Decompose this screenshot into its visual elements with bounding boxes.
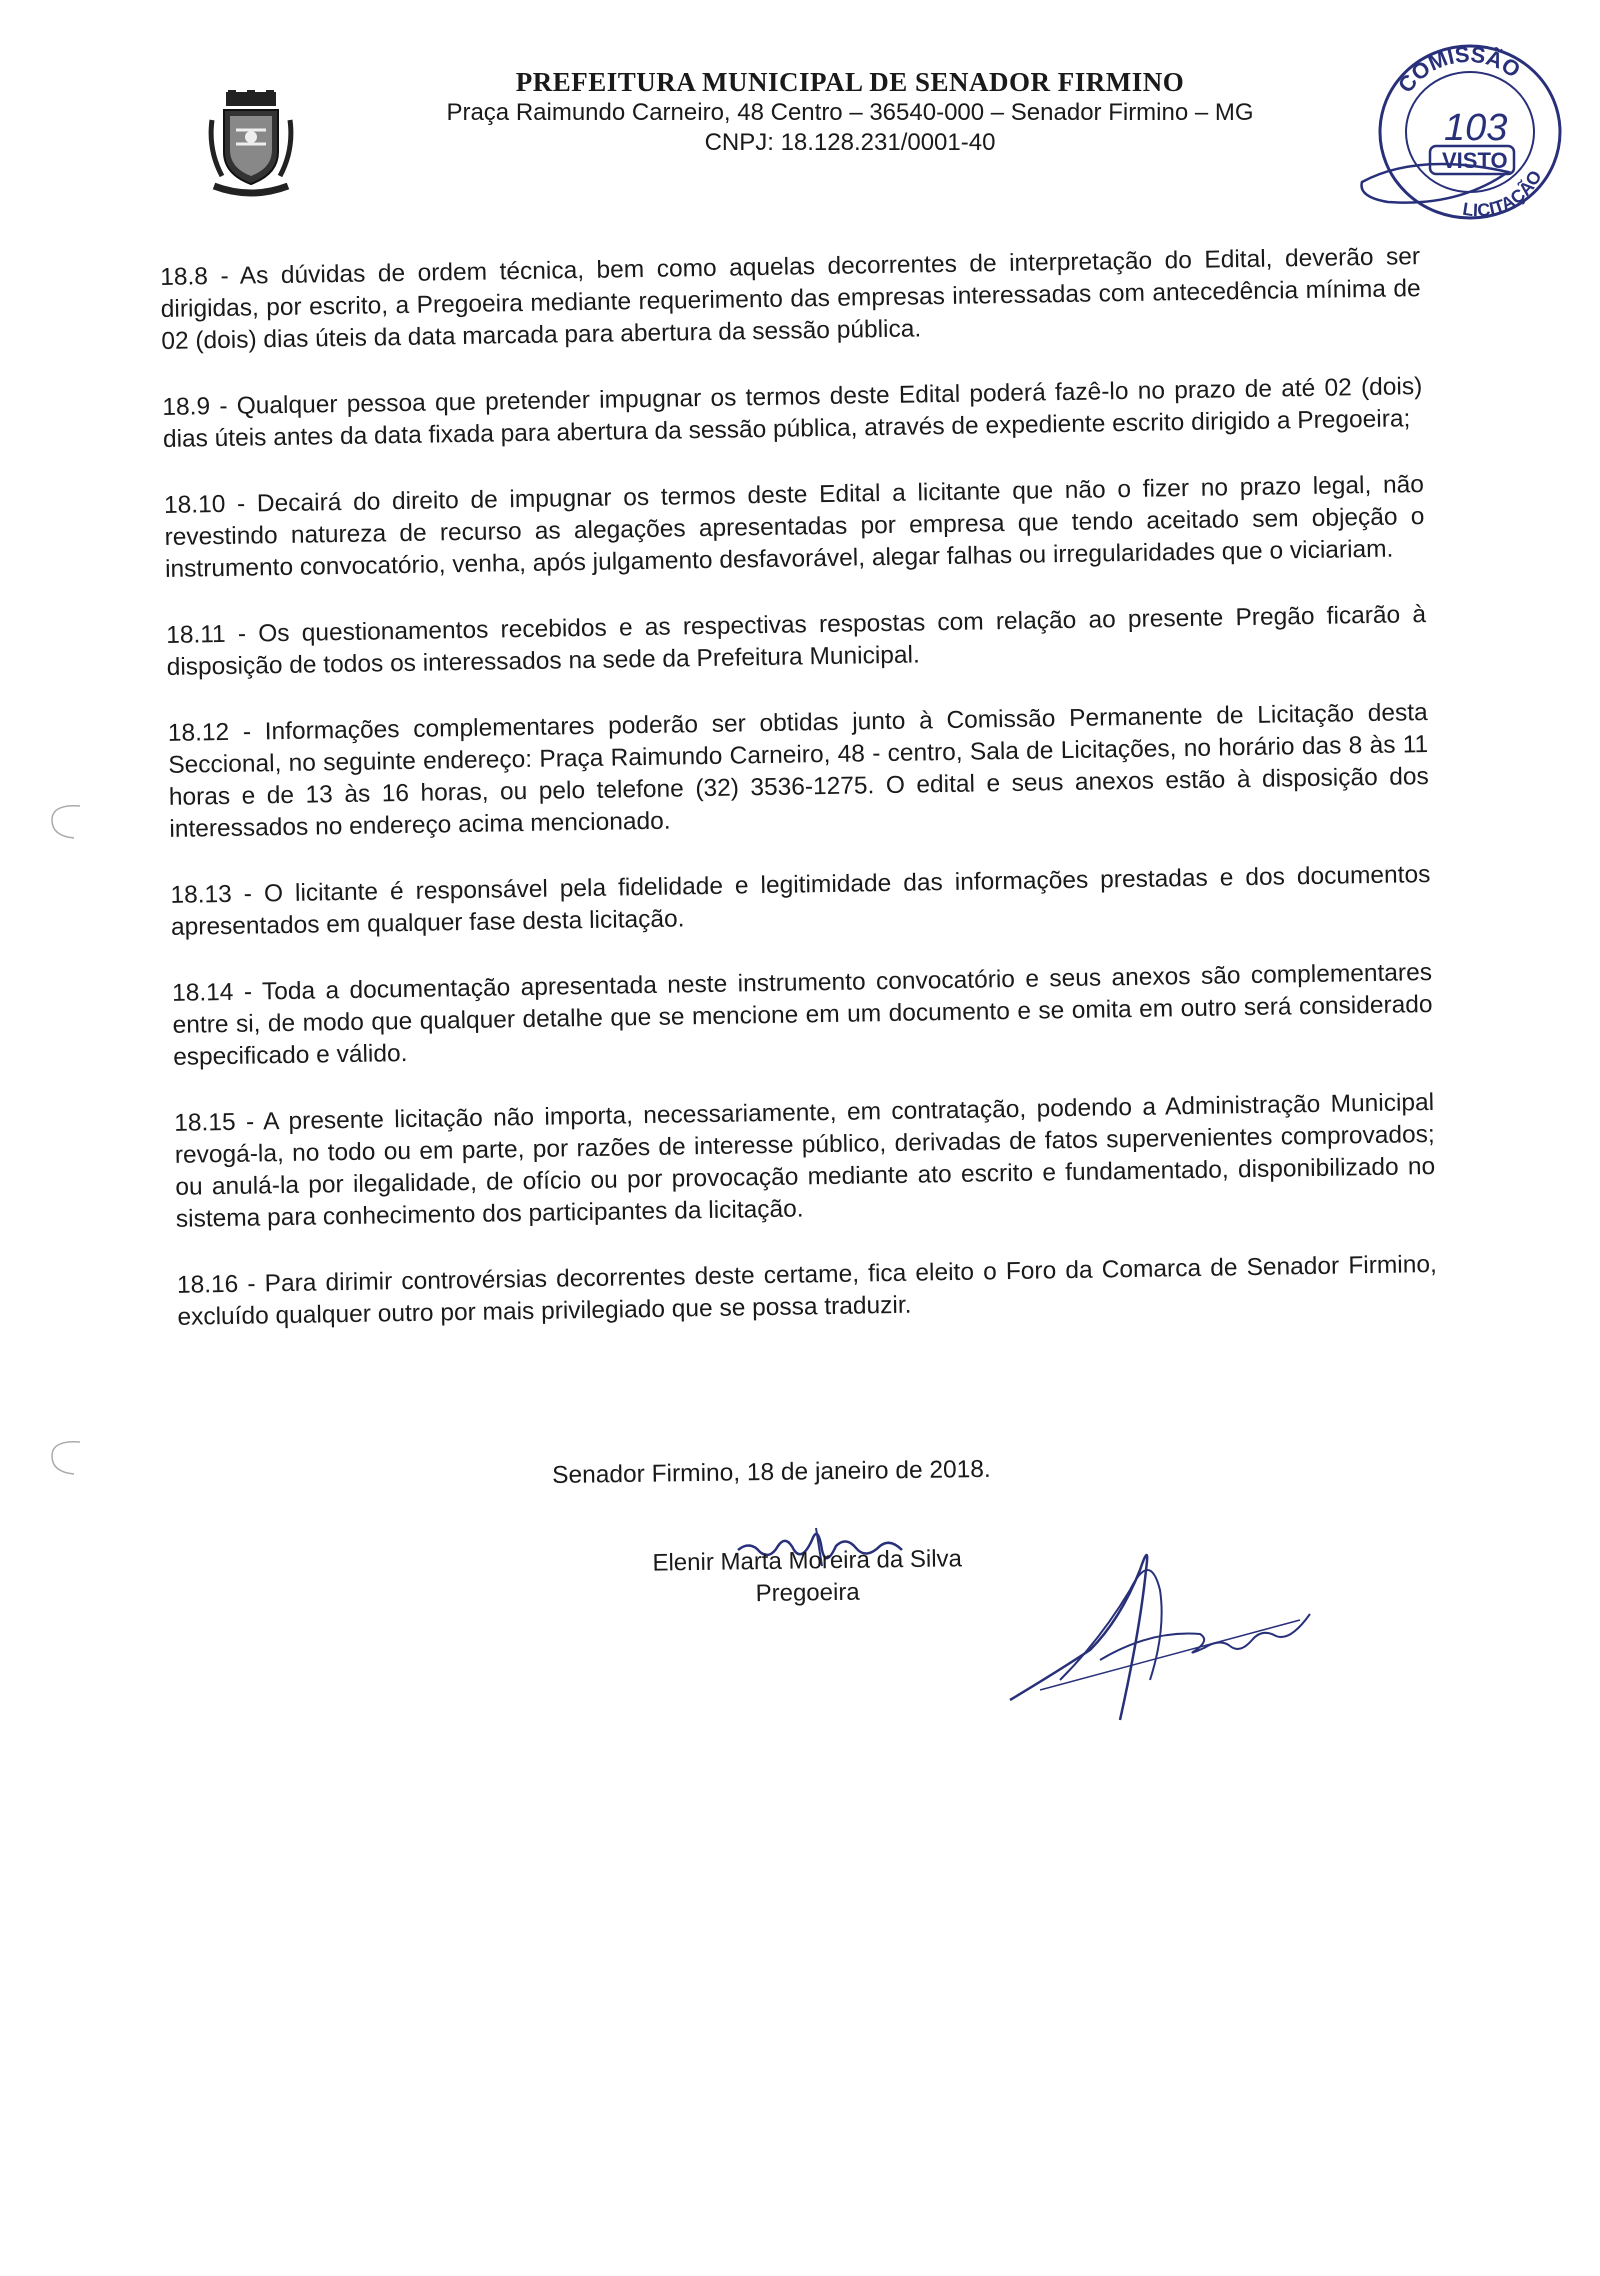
letterhead [360, 66, 1340, 158]
municipal-coat-of-arms-icon [208, 90, 294, 200]
document-body [160, 241, 1438, 1368]
organization-address: Praça Raimundo Carneiro, 48 Centro – 36540-000 – Senador Firmino – MG [446, 99, 1254, 126]
committee-stamp [1358, 32, 1576, 222]
clause-18-11: 18.11 - Os questionamentos recebidos e as respectivas respostas com relação ao presente Pregão ficarão à disposição de todos os interessados na sede da Prefeitura Municipal. [165, 601, 1427, 681]
clause-18-15: 18.15 - A presente licitação não importa, necessariamente, em contratação, podendo a Administração Municipal revogá-la, no todo ou em parte, por razões de interesse público, derivadas de fatos supervenientes comprovados; ou anulá-la por ilegalidade, de ofício ou por provocação mediante ato escrito e fundamentado, disponibilizado no sistema para conhecimento dos participantes da licitação. [174, 1088, 1436, 1233]
stamp-top-text: COMISSÃO [1392, 41, 1525, 98]
signer-role: Pregoeira [755, 1578, 860, 1608]
handwritten-signature-icon [1000, 1530, 1320, 1730]
svg-text:COMISSÃO [1393, 42, 1525, 98]
place-and-date: Senador Firmino, 18 de janeiro de 2018. [552, 1455, 991, 1489]
clause-18-9: 18.9 - Qualquer pessoa que pretender impugnar os termos deste Edital poderá fazê-lo no prazo de até 02 (dois) dias úteis antes da data fixada para abertura da sessão pública, através de expediente escrito dirigido a Pregoeira; [162, 373, 1423, 453]
stamp-number: 103 [1444, 107, 1508, 149]
clause-18-10: 18.10 - Decairá do direito de impugnar os termos deste Edital a licitante que não o fizer no prazo legal, não revestindo natureza de recurso as alegações apresentadas por empresa que tendo aceitado sem objeção o instrumento convocatório, venha, após julgamento desfavorável, alegar falhas ou irregularidades que o viciariam. [163, 471, 1425, 583]
organization-cnpj: CNPJ: 18.128.231/0001-40 [704, 129, 996, 156]
clause-18-8: 18.8 - As dúvidas de ordem técnica, bem como aquelas decorrentes de interpretação do Edital, deverão ser dirigidas, por escrito, a Pregoeira mediante requerimento das empresas interessadas com antecedência mínima de 02 (dois) dias úteis da data marcada para abertura da sessão pública. [160, 243, 1421, 355]
clause-18-12: 18.12 - Informações complementares poderão ser obtidas junto à Comissão Permanente de Licitação desta Seccional, no seguinte endereço: Praça Raimundo Carneiro, 48 - centro, Sala de Licitações, no horário das 8 às 11 horas e de 13 às 16 horas, ou pelo telefone (32) 3536-1275. O edital e seus anexos estão à disposição dos interessados no endereço acima mencionado. [167, 699, 1429, 843]
stamp-middle-text: VISTO [1442, 148, 1508, 173]
clause-18-13: 18.13 - O licitante é responsável pela fidelidade e legitimidade das informações prestadas e dos documentos apresentados em qualquer fase desta licitação. [170, 861, 1431, 941]
signature-block [622, 1543, 993, 1612]
scan-artifact [44, 800, 84, 840]
stamp-bottom-text: LICITAÇÃO [1461, 166, 1546, 221]
clause-18-16: 18.16 - Para dirimir controvérsias decorrentes deste certame, fica eleito o Foro da Comarca de Senador Firmino, excluído qualquer outro por mais privilegiado que se possa traduzir. [176, 1250, 1438, 1331]
clause-18-14: 18.14 - Toda a documentação apresentada neste instrumento convocatório e seus anexos são complementares entre si, de modo que qualquer detalhe que se mencione em um documento e se omita em outro será considerado especificado e válido. [171, 959, 1433, 1071]
scan-artifact [44, 1436, 84, 1476]
signer-name: Elenir Marta Moreira da Silva [652, 1545, 963, 1577]
organization-name: PREFEITURA MUNICIPAL DE SENADOR FIRMINO [515, 67, 1185, 97]
